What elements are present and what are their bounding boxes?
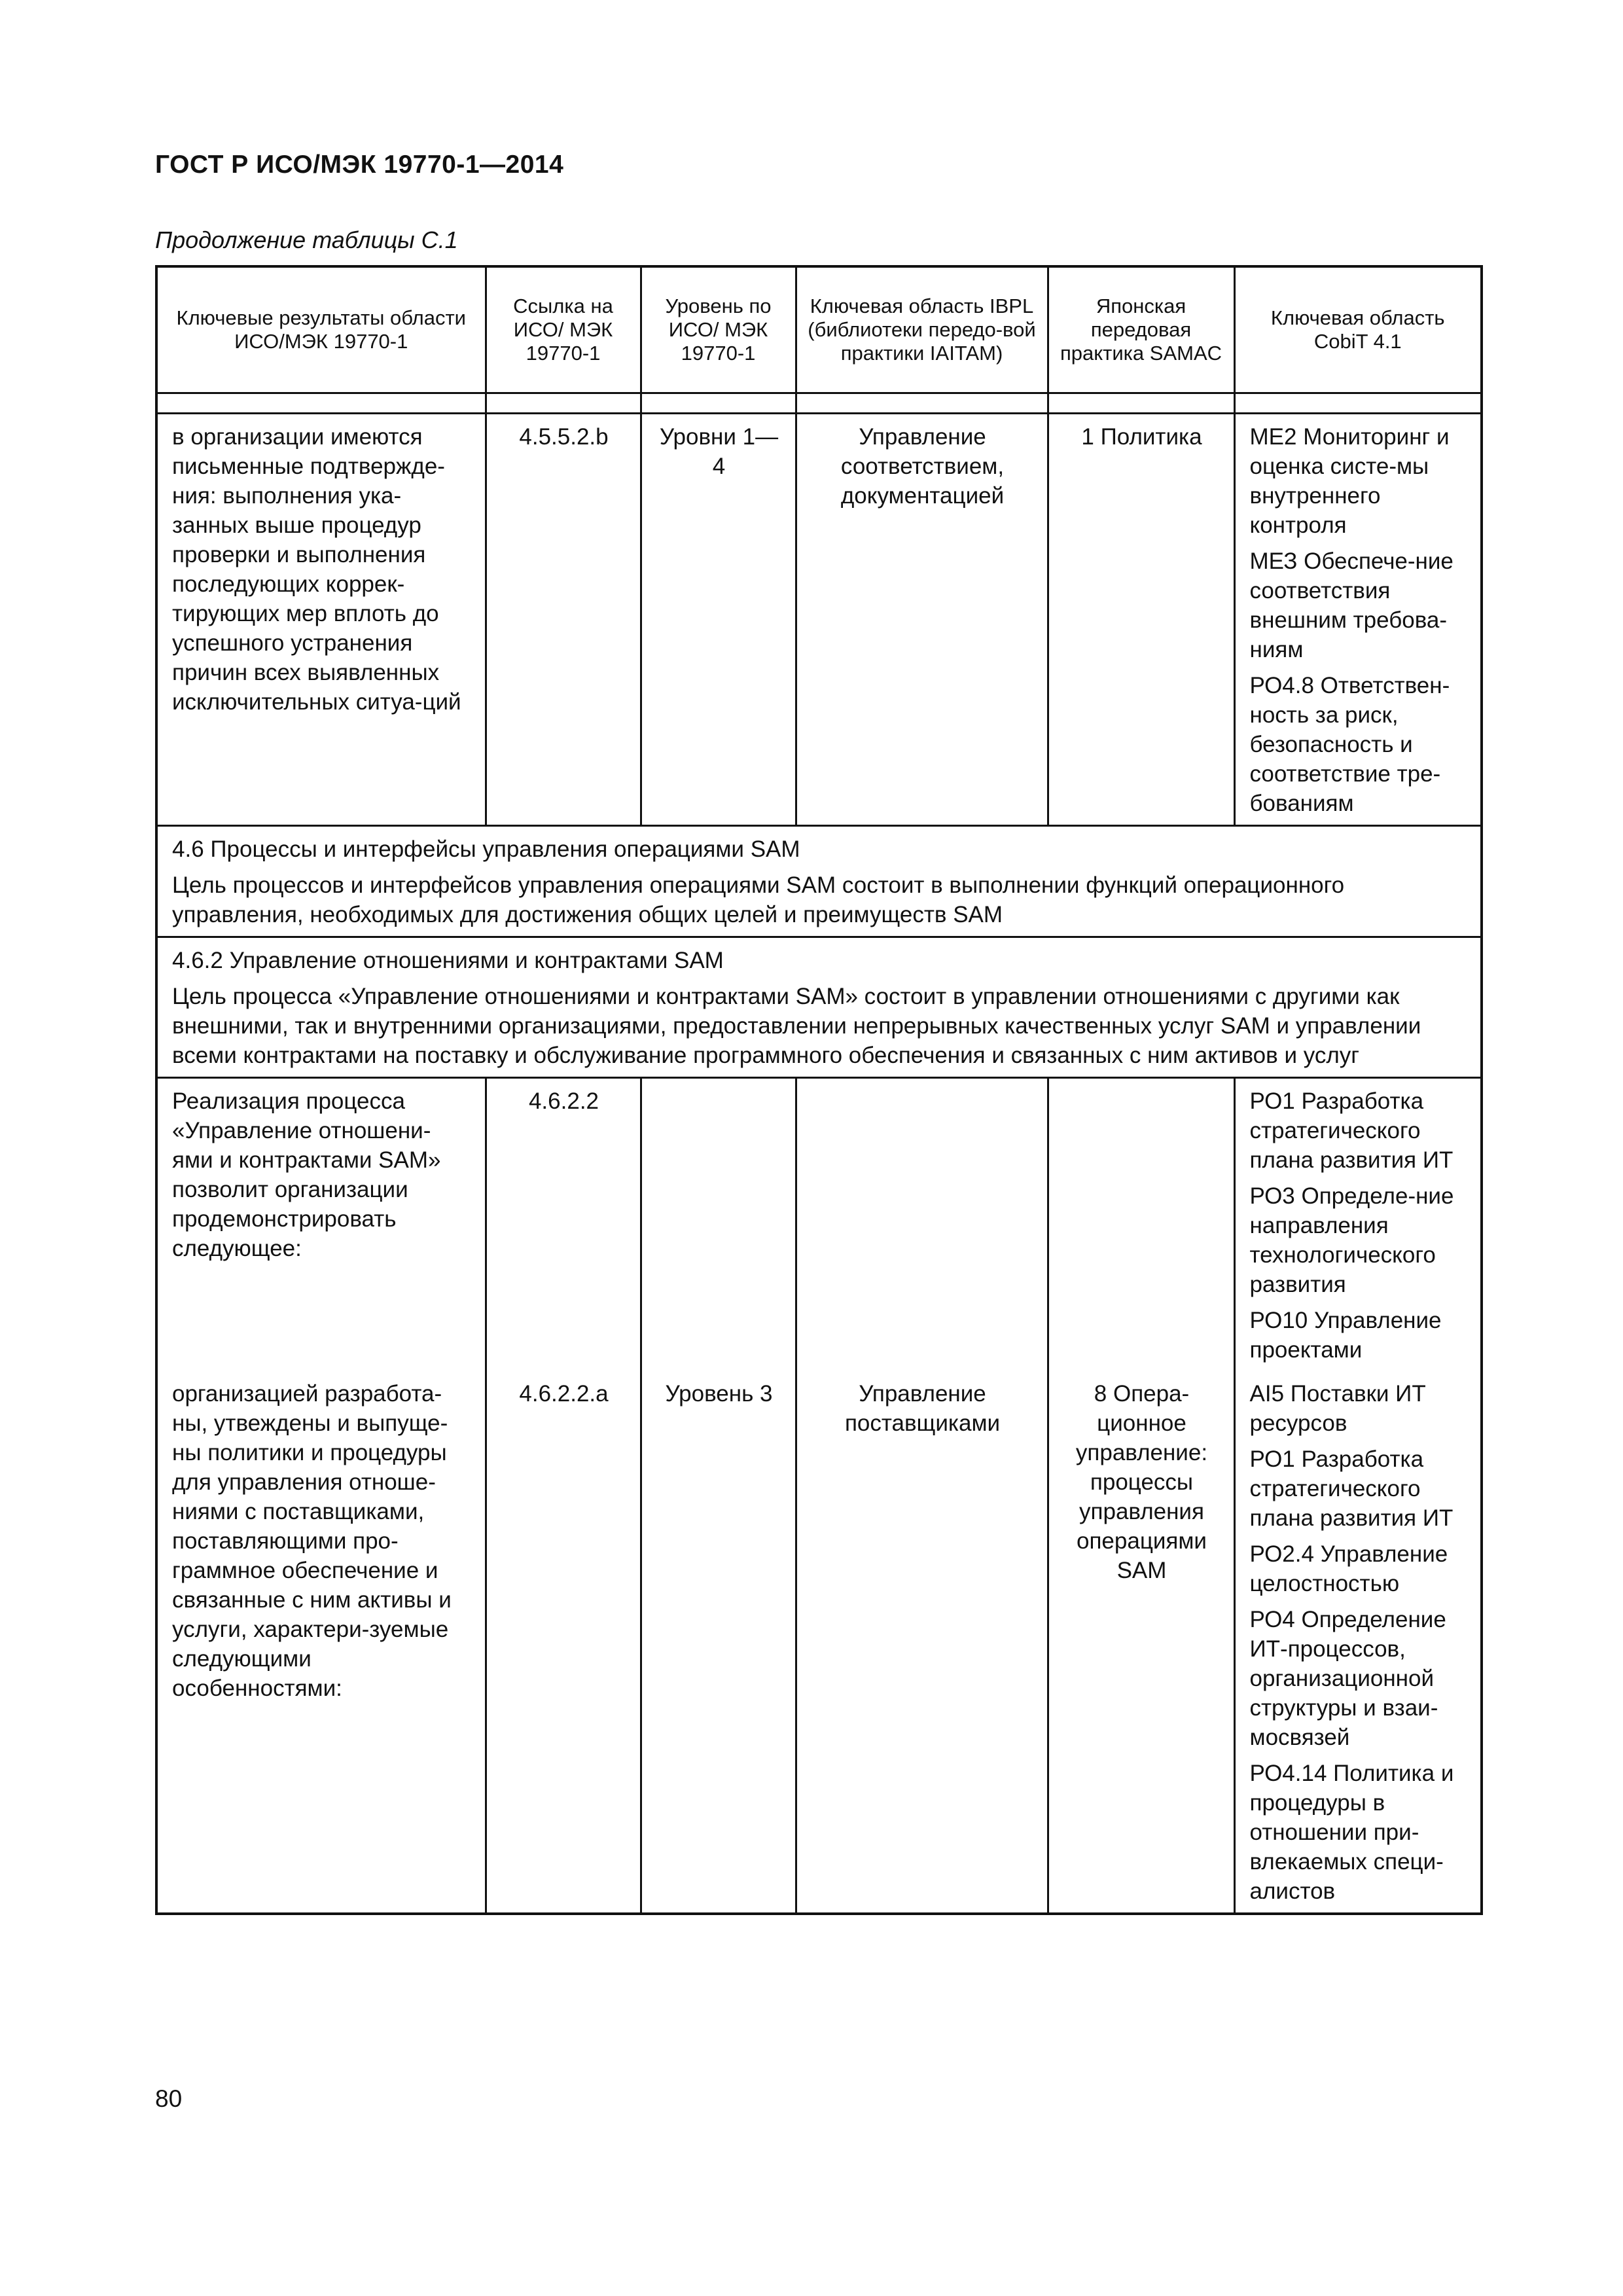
cobit-item: МЕ2 Мониторинг и оценка систе-мы внутреннего контроля: [1249, 423, 1450, 538]
document-standard-title: ГОСТ Р ИСО/МЭК 19770-1—2014: [155, 151, 564, 179]
cell-level: Уровни 1—4: [641, 413, 796, 825]
cell-cobit: [1234, 1371, 1482, 1914]
header-samac: Японская передовая практика SAMAC: [1048, 266, 1234, 393]
header-results: Ключевые результаты области ИСО/МЭК 19770-1: [156, 266, 486, 393]
comparison-table: [155, 265, 1483, 1915]
table-row: [156, 1077, 1482, 1371]
cell-result: в организации имеются письменные подтвержде-ния: выполнения ука-занных выше процедур проверки и выполнения последующих коррек-тирующих мер вплоть до успешного устранения причин всех выявленных исключительных ситуа-ций: [156, 413, 486, 825]
page-number: 80: [155, 2085, 183, 2112]
section-cell: [156, 825, 1482, 937]
table-row: [156, 413, 1482, 825]
cell-result: Реализация процесса «Управление отношени-ями и контрактами SAM» позволит организации продемонстрировать следующее:: [156, 1077, 486, 1371]
header-cobit: Ключевая область CobiT 4.1: [1234, 266, 1482, 393]
cobit-item: РО4 Определение ИТ-процессов, организационной структуры и взаи-мосвязей: [1249, 1606, 1446, 1750]
cell-samac: 8 Опера-ционное управление: процессы управления операциями SAM: [1048, 1371, 1234, 1914]
cobit-item: РО2.4 Управление целостностью: [1249, 1541, 1448, 1596]
cell-ibpl: Управление поставщиками: [796, 1371, 1048, 1914]
cell-ibpl: [796, 1077, 1048, 1371]
cobit-item: РО10 Управление проектами: [1249, 1307, 1442, 1363]
section-text: Цель процессов и интерфейсов управления операциями SAM состоит в выполнении функций операционного управления, необходимых для достижения общих целей и преимуществ SAM: [172, 872, 1345, 927]
table-header-row: [156, 266, 1482, 393]
cobit-item: МЕЗ Обеспече-ние соответствия внешним требова-ниям: [1249, 548, 1454, 662]
cell-ibpl: Управление соответствием, документацией: [796, 413, 1048, 825]
cell-reference: 4.6.2.2.a: [486, 1371, 641, 1914]
cell-reference: 4.6.2.2: [486, 1077, 641, 1371]
cobit-item: AI5 Поставки ИТ ресурсов: [1249, 1380, 1426, 1436]
section-text: Цель процесса «Управление отношениями и контрактами SAM» состоит в управлении отношениями с другими как внешними, так и внутренними организациями, предоставлении непрерывных качественных услуг SAM и управлении всеми контрактами на поставку и обслуживание программного обеспечения и связанных с ним активов и услуг: [172, 983, 1421, 1068]
cell-level: Уровень 3: [641, 1371, 796, 1914]
cobit-item: РО4.8 Ответствен-ность за риск, безопасность и соответствие тре-бованиям: [1249, 672, 1450, 816]
cell-cobit: [1234, 413, 1482, 825]
cell-reference: 4.5.5.2.b: [486, 413, 641, 825]
header-reference: Ссылка на ИСО/ МЭК 19770-1: [486, 266, 641, 393]
cobit-item: РО1 Разработка стратегического плана развития ИТ: [1249, 1088, 1454, 1173]
cell-cobit: [1234, 1077, 1482, 1371]
section-row-4-6-2: [156, 937, 1482, 1077]
cell-level: [641, 1077, 796, 1371]
cell-samac: [1048, 1077, 1234, 1371]
cell-result: организацией разработа-ны, утвеждены и выпуще-ны политики и процедуры для управления отноше-ниями с поставщиками, поставляющими про-граммное обеспечение и связанные с ним активы и услуги, характери-зуемые следующими особенностями:: [156, 1371, 486, 1914]
section-title: 4.6 Процессы и интерфейсы управления операциями SAM: [172, 836, 800, 862]
cobit-item: РО4.14 Политика и процедуры в отношении при-влекаемых специ-алистов: [1249, 1760, 1454, 1904]
section-title: 4.6.2 Управление отношениями и контрактами SAM: [172, 947, 724, 973]
header-level: Уровень по ИСО/ МЭК 19770-1: [641, 266, 796, 393]
table-row: [156, 1371, 1482, 1914]
cobit-item: РО1 Разработка стратегического плана развития ИТ: [1249, 1446, 1454, 1531]
table-caption: Продолжение таблицы С.1: [155, 226, 458, 253]
cell-samac: 1 Политика: [1048, 413, 1234, 825]
header-separator: [156, 393, 1482, 413]
section-row-4-6: [156, 825, 1482, 937]
section-cell: [156, 937, 1482, 1077]
cobit-item: РО3 Определе-ние направления технологического развития: [1249, 1183, 1454, 1297]
header-ibpl: Ключевая область IBPL (библиотеки передо-вой практики IAITAM): [796, 266, 1048, 393]
